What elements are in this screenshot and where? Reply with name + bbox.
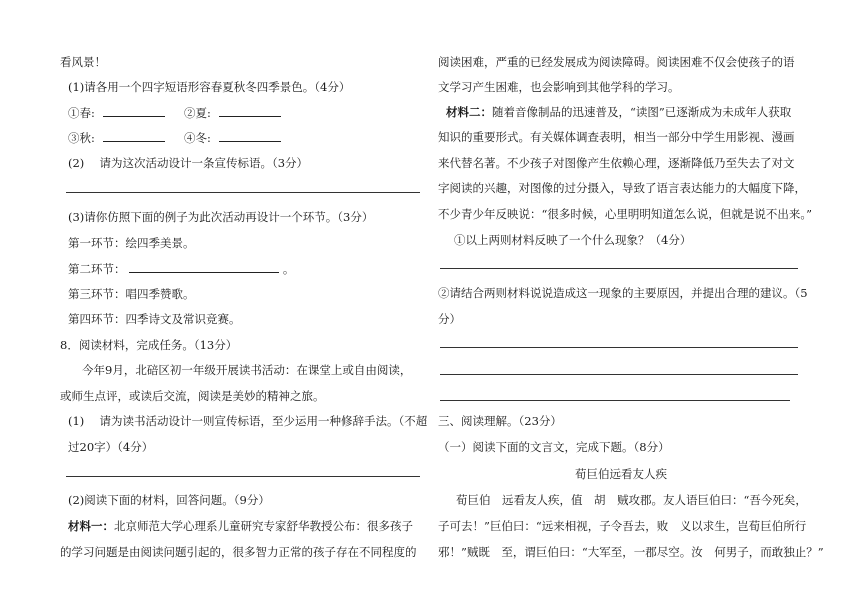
- answer-summer: [184, 105, 281, 120]
- blank-spring[interactable]: [103, 105, 165, 117]
- text-line: 第四环节：四季诗文及常识竞赛。: [68, 312, 241, 326]
- answer-line[interactable]: [440, 374, 798, 375]
- text-line: 的学习问题是由阅读问题引起的，很多智力正常的孩子存在不同程度的: [60, 545, 417, 559]
- material-1-label: 材料一：: [68, 519, 114, 533]
- answer-spring: [68, 105, 165, 120]
- question-material-2: ②请结合两则材料说说造成这一现象的主要原因，并提出合理的建议。（5: [438, 286, 808, 300]
- answer-line[interactable]: [66, 476, 420, 477]
- answer-line[interactable]: [440, 347, 798, 348]
- material-1-text: 北京师范大学心理系儿童研究专家舒华教授公布：很多孩子: [114, 519, 413, 533]
- text-line: 来代替名著。不少孩子对图像产生依赖心理，逐渐降低乃至失去了对文: [438, 156, 795, 170]
- passage-line: 荀巨伯 远看友人疾，值 胡 贼攻郡。友人语巨伯曰：“吾今死矣，: [456, 493, 807, 507]
- answer-winter: [184, 130, 281, 145]
- label-stage-2: 第二环节：: [68, 262, 126, 276]
- answer-line[interactable]: [66, 192, 420, 193]
- text-line: 看风景！: [60, 55, 106, 69]
- answer-line[interactable]: [440, 400, 790, 401]
- question-3: (3)请你仿照下面的例子为此次活动再设计一个环节。（3分）: [68, 210, 374, 224]
- blank-stage-2[interactable]: [129, 261, 279, 273]
- passage-line: 邪！”贼既 至，谓巨伯曰：“大军至，一郡尽空。汝 何男子，而敢独止？”: [438, 545, 824, 559]
- question-8-2: (2)阅读下面的材料，回答问题。（9分）: [68, 493, 270, 507]
- question-2: (2) 请为这次活动设计一条宣传标语。（3分）: [68, 156, 309, 170]
- material-2: [446, 105, 791, 119]
- text-line: 阅读困难，严重的已经发展成为阅读障碍。阅读困难不仅会使孩子的语: [438, 55, 795, 69]
- text-line: 过20字）（4分）: [68, 440, 154, 454]
- question-8: 8．阅读材料，完成任务。（13分）: [60, 338, 238, 352]
- label-summer: ②夏:: [184, 106, 211, 120]
- material-2-label: 材料二：: [446, 105, 492, 119]
- text-line: 第一环节：绘四季美景。: [68, 236, 195, 250]
- text-line: 或师生点评，或读后交流，阅读是美妙的精神之旅。: [60, 389, 325, 403]
- question-1: (1)请各用一个四字短语形容春夏秋冬四季景色。（4分）: [68, 80, 351, 94]
- text-line: 字阅读的兴趣，对图像的过分摄入，导致了语言表达能力的大幅度下降，: [438, 181, 806, 195]
- blank-autumn[interactable]: [103, 130, 165, 142]
- passage-title: 荀巨伯远看友人疾: [575, 467, 667, 481]
- text-line: 今年9月，北碚区初一年级开展读书活动：在课堂上或自由阅读，: [82, 363, 412, 377]
- text-line: 知识的重要形式。有关媒体调查表明，相当一部分中学生用影视、漫画: [438, 130, 795, 144]
- text-line: 文学习产生困难，也会影响到其他学科的学习。: [438, 80, 680, 94]
- blank-winter[interactable]: [219, 130, 281, 142]
- text-line: 不少青少年反映说：“很多时候，心里明明知道怎么说，但就是说不出来。”: [438, 207, 813, 221]
- question-8-1: (1) 请为读书活动设计一则宣传标语，至少运用一种修辞手法。（不超: [68, 414, 428, 428]
- text-line: 分）: [438, 312, 461, 326]
- text-line: 第三环节：唱四季赞歌。: [68, 287, 195, 301]
- subsection-1-heading: （一）阅读下面的文言文，完成下题。（8分）: [438, 440, 670, 454]
- label-spring: ①春:: [68, 106, 95, 120]
- label-winter: ④冬:: [184, 131, 211, 145]
- blank-summer[interactable]: [219, 105, 281, 117]
- question-material-1: ①以上两则材料反映了一个什么现象？（4分）: [454, 233, 692, 247]
- period: 。: [282, 262, 295, 276]
- material-2-text: 随着音像制品的迅速普及，“读图”已逐渐成为未成年人获取: [492, 105, 792, 119]
- passage-line: 子可去！”巨伯曰：“远来相视，子令吾去，败 义以求生，岂荀巨伯所行: [438, 519, 807, 533]
- material-1: [68, 519, 413, 533]
- section-3-heading: 三、阅读理解。（23分）: [438, 414, 562, 428]
- answer-autumn: [68, 130, 165, 145]
- label-autumn: ③秋:: [68, 131, 95, 145]
- answer-line[interactable]: [440, 268, 798, 269]
- answer-stage-2: [68, 261, 294, 276]
